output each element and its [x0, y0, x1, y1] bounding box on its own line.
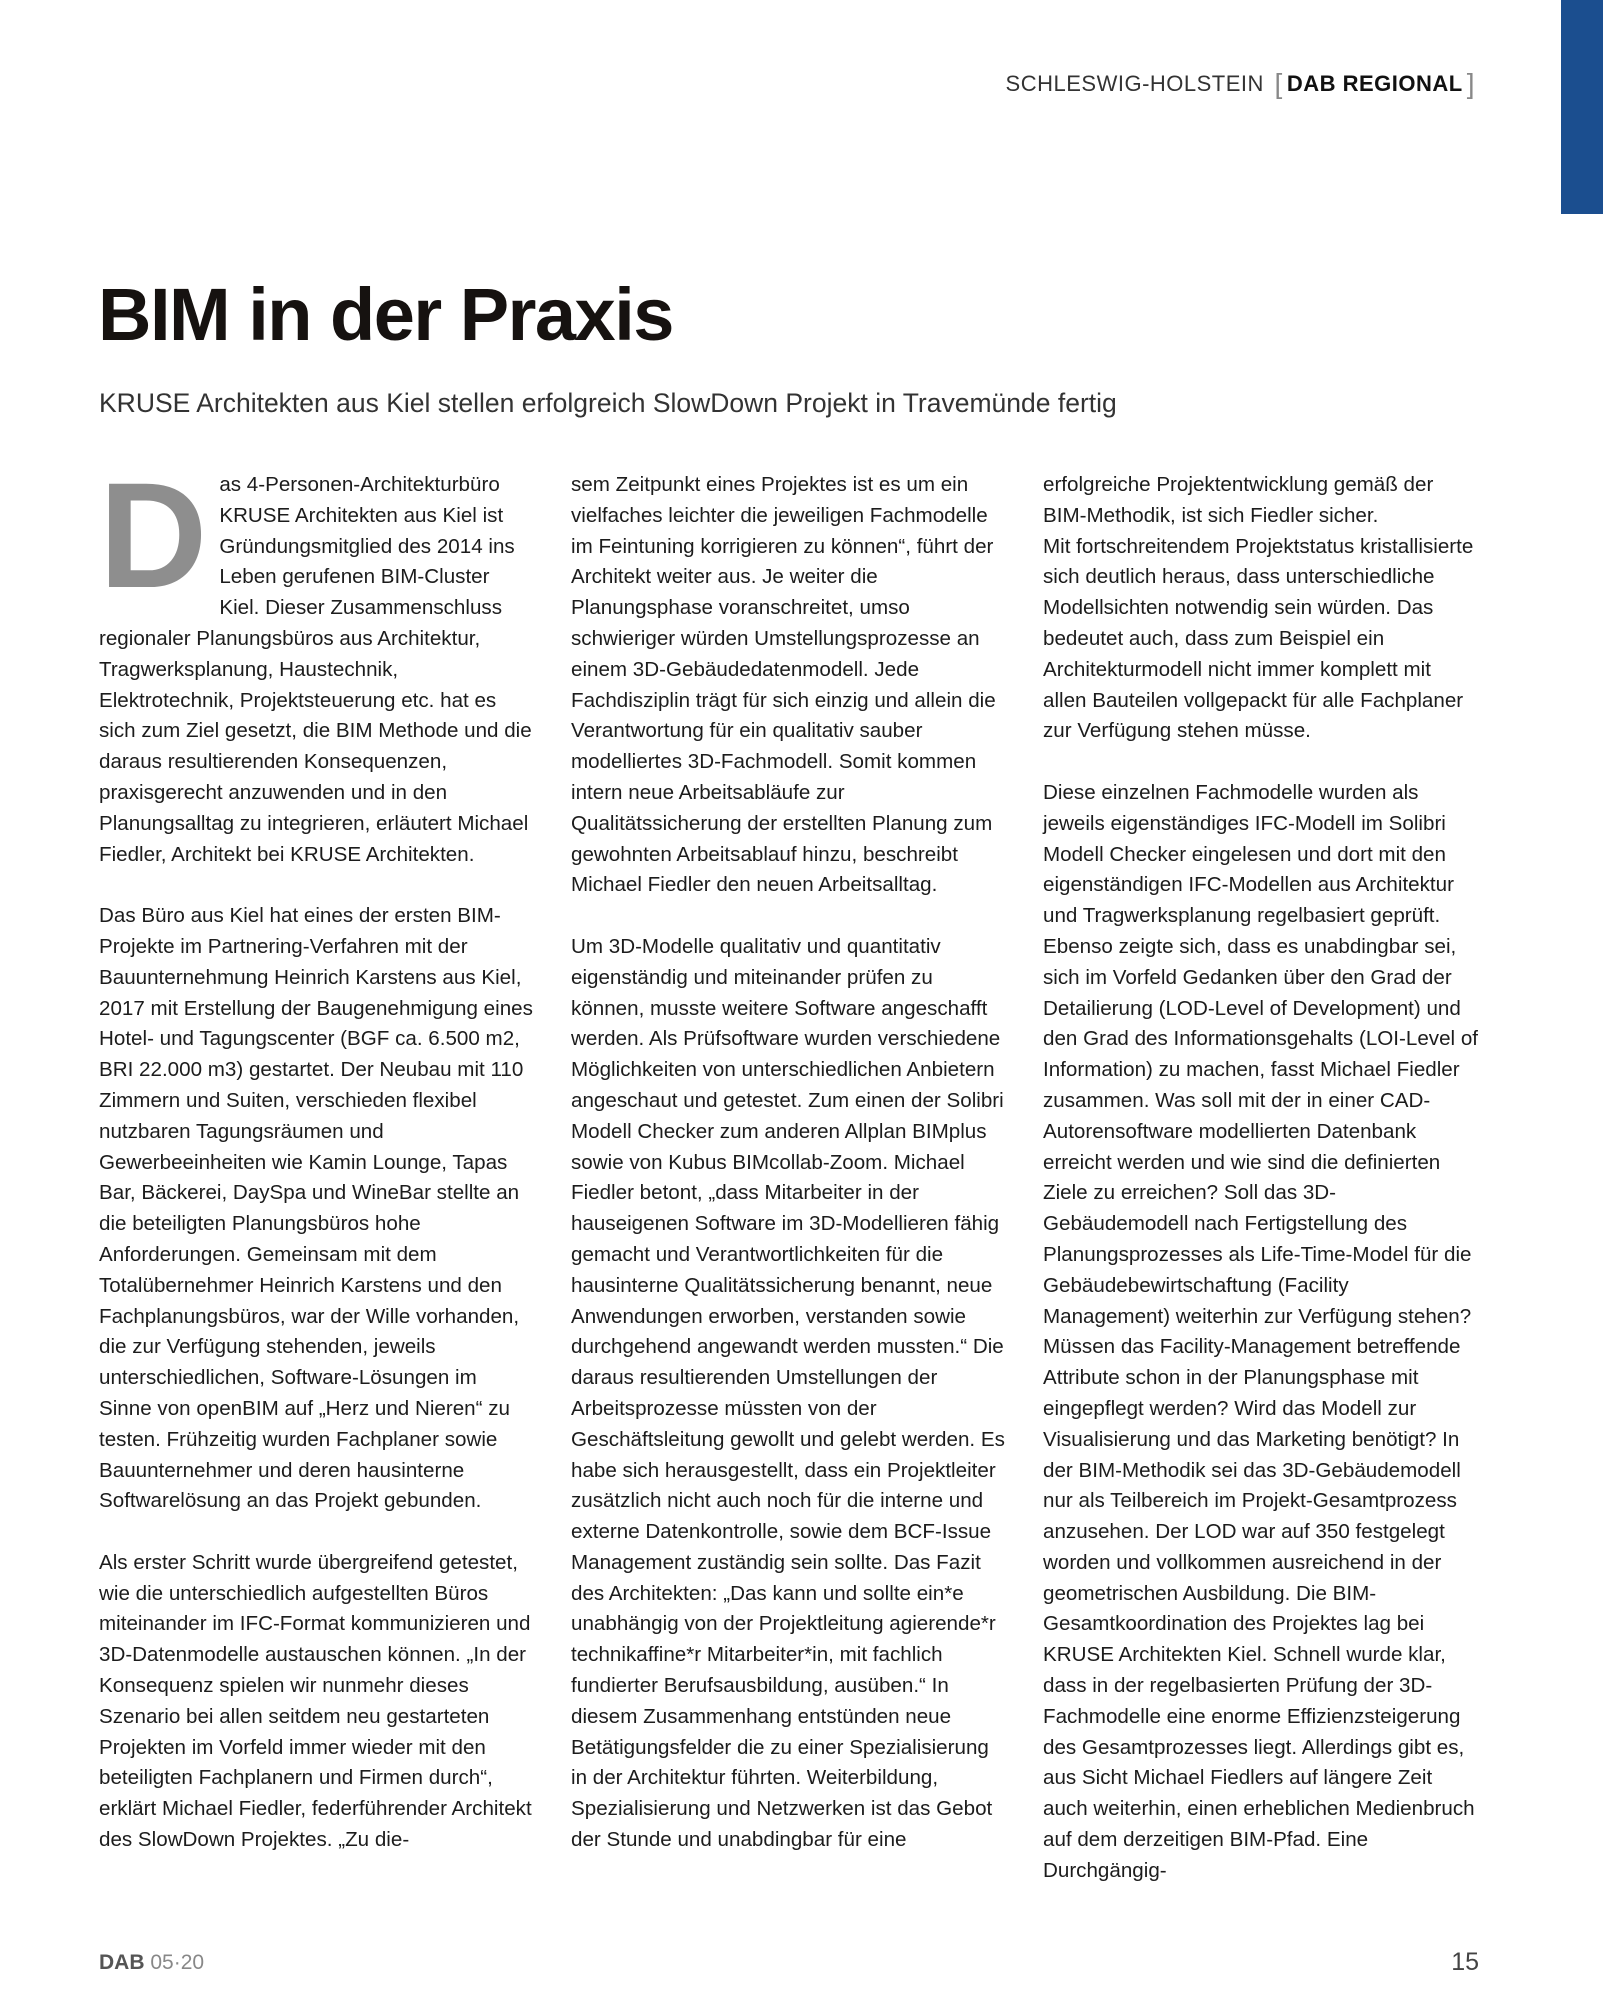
text-column-3	[1043, 470, 1479, 1882]
region-label: SCHLESWIG-HOLSTEIN	[1005, 71, 1264, 96]
article-subtitle: KRUSE Architekten aus Kiel stellen erfolgreich SlowDown Projekt in Travemünde fertig	[99, 388, 1117, 418]
section-tag: DAB REGIONAL	[1286, 71, 1463, 96]
paragraph: erfolgreiche Projektentwicklung gemäß der BIM-Methodik, ist sich Fiedler sicher.	[1043, 473, 1434, 527]
page-number: 15	[1451, 1948, 1479, 1976]
magazine-brand: DAB	[99, 1951, 145, 1974]
paragraph	[99, 451, 535, 870]
paragraph-text: as 4-Personen-Architekturbüro KRUSE Architekten aus Kiel ist Gründungsmitglied des 2014 ins Leben gerufenen BIM-Cluster Kiel. Dieser Zusammenschluss regionaler Planungsbüros aus Architektur, Tragwerksplanung, Haustechnik, Elektrotechnik, Projektsteuerung etc. hat es sich zum Ziel gesetzt, die BIM Methode und die daraus resultierenden Konsequenzen, praxisgerecht anzuwenden und in den Planungsalltag zu integrieren, erläutert Michael Fiedler, Architekt bei KRUSE Architekten.	[99, 473, 532, 866]
paragraph: Als erster Schritt wurde übergreifend getestet, wie die unterschiedlich aufgestellten Büros miteinander im IFC-Format kommunizieren und 3D-Datenmodelle austauschen können. „In der Konsequenz spielen wir nunmehr dieses Szenario bei allen seitdem neu gestarteten Projekten im Vorfeld immer wieder mit den beteiligten Fachplanern und Firmen durch“, erklärt Michael Fiedler, federführender Architekt des SlowDown Projektes. „Zu die-	[99, 1550, 532, 1852]
running-header	[1006, 68, 1479, 100]
issue-number: 05·20	[150, 1951, 205, 1974]
issue-footer	[99, 1951, 204, 1975]
drop-cap: D	[99, 451, 208, 619]
bracket-open: [	[1274, 68, 1283, 99]
section-accent-bar	[1561, 0, 1603, 214]
paragraph: Um 3D-Modelle qualitativ und quantitativ eigenständig und miteinander prüfen zu können, musste weitere Software angeschafft werden. Als Prüfsoftware wurden verschiedene Möglichkeiten von unterschiedlichen Anbietern angeschaut und getestet. Zum einen der Solibri Modell Checker zum anderen Allplan BIMplus sowie von Kubus BIMcollab-Zoom. Michael Fiedler betont, „dass Mitarbeiter in der hauseigenen Software im 3D-Modellieren fähig gemacht und Verantwortlichkeiten für die hausinterne Qualitätssicherung benannt, neue Anwendungen erworben, verstanden sowie durchgehend angewandt werden mussten.“ Die daraus resultierenden Umstellungen der Arbeitsprozesse müssten von der Geschäftsleitung gewollt und gelebt werden. Es habe sich herausgestellt, dass ein Projektleiter zusätzlich nicht auch noch für die interne und externe Datenkontrolle, sowie dem BCF-Issue Management zuständig sein sollte. Das Fazit des Architekten: „Das kann und sollte ein*e unabhängig von der Projektleitung agierende*r technikaffine*r Mitarbeiter*in, mit fachlich fundierter Berufsausbildung, ausüben.“ In diesem Zusammenhang entstünden neue Betätigungsfelder die zu einer Spezialisierung in der Architektur führten. Weiterbildung, Spezialisierung und Netzwerken ist das Gebot der Stunde und unabdingbar für eine	[571, 934, 1005, 1852]
paragraph: sem Zeitpunkt eines Projektes ist es um ein vielfaches leichter die jeweiligen Fachmodelle im Feintuning korrigieren zu können“, führt der Architekt weiter aus. Je weiter die Planungsphase voranschreitet, umso schwieriger würden Umstellungsprozesse an einem 3D-Gebäudedatenmodell. Jede Fachdisziplin trägt für sich einzig und allein die Verantwortung für ein qualitativ sauber modelliertes 3D-Fachmodell. Somit kommen intern neue Arbeitsabläufe zur Qualitätssicherung der erstellten Planung zum gewohnten Arbeitsablauf hinzu, beschreibt Michael Fiedler den neuen Arbeitsalltag.	[571, 473, 996, 897]
paragraph: Diese einzelnen Fachmodelle wurden als jeweils eigenständiges IFC-Modell im Solibri Modell Checker eingelesen und dort mit den eigenständigen IFC-Modellen aus Architektur und Tragwerksplanung regelbasiert geprüft. Ebenso zeigte sich, dass es unabdingbar sei, sich im Vorfeld Gedanken über den Grad der Detailierung (LOD-Level of Development) und den Grad des Informationsgehalts (LOI-Level of Information) zu machen, fasst Michael Fiedler zusammen. Was soll mit der in einer CAD-Autorensoftware modellierten Datenbank erreicht werden und wie sind die definierten Ziele zu erreichen? Soll das 3D-Gebäudemodell nach Fertigstellung des Planungsprozesses als Life-Time-Model für die Gebäudebewirtschaftung (Facility Management) weiterhin zur Verfügung stehen? Müssen das Facility-Management betreffende Attribute schon in der Planungsphase mit eingepflegt werden? Wird das Modell zur Visualisierung und das Marketing benötigt? In der BIM-Methodik sei das 3D-Gebäudemodell nur als Teilbereich im Projekt-Gesamtprozess anzusehen. Der LOD war auf 350 festgelegt worden und vollkommen ausreichend in der geometrischen Ausbildung. Die BIM-Gesamtkoordination des Projektes lag bei KRUSE Architekten Kiel. Schnell wurde klar, dass in der regelbasierten Prüfung der 3D-Fachmodelle eine enorme Effizienzsteigerung des Gesamtprozesses liegt. Allerdings gibt es, aus Sicht Michael Fiedlers auf längere Zeit auch weiterhin, einen erheblichen Medienbruch auf dem derzeitigen BIM-Pfad. Eine Durchgängig-	[1043, 780, 1478, 1882]
article-title: BIM in der Praxis	[98, 273, 673, 356]
paragraph: Mit fortschreitendem Projektstatus kristallisierte sich deutlich heraus, dass unterschiedliche Modellsichten notwendig sein würden. Das bedeutet auch, dass zum Beispiel ein Architekturmodell nicht immer komplett mit allen Bauteilen vollgepackt für alle Fachplaner zur Verfügung stehen müsse.	[1043, 534, 1474, 743]
bracket-close: ]	[1466, 68, 1475, 99]
text-column-1	[99, 451, 535, 1852]
text-column-2	[571, 470, 1007, 1850]
paragraph: Das Büro aus Kiel hat eines der ersten BIM-Projekte im Partnering-Verfahren mit der Bauunternehmung Heinrich Karstens aus Kiel, 2017 mit Erstellung der Baugenehmigung eines Hotel- und Tagungscenter (BGF ca. 6.500 m2, BRI 22.000 m3) gestartet. Der Neubau mit 110 Zimmern und Suiten, verschieden flexibel nutzbaren Tagungsräumen und Gewerbeeinheiten wie Kamin Lounge, Tapas Bar, Bäckerei, DaySpa und WineBar stellte an die beteiligten Planungsbüros hohe Anforderungen. Gemeinsam mit dem Totalübernehmer Heinrich Karstens und den Fachplanungsbüros, war der Wille vorhanden, die zur Verfügung stehenden, jeweils unterschiedlichen, Software-Lösungen im Sinne von openBIM auf „Herz und Nieren“ zu testen. Frühzeitig wurden Fachplaner sowie Bauunternehmer und deren hausinterne Softwarelösung an das Projekt gebunden.	[99, 904, 533, 1513]
